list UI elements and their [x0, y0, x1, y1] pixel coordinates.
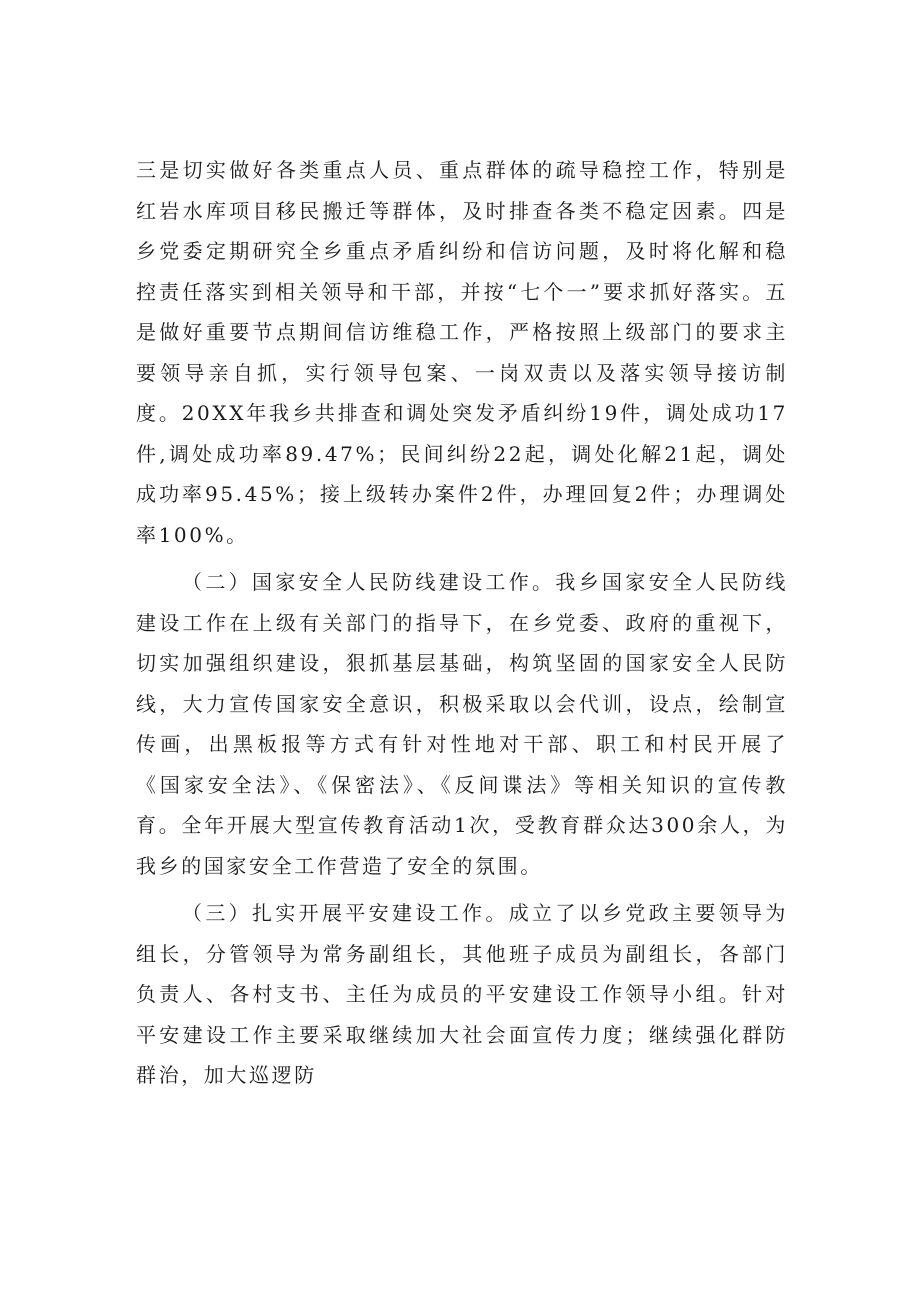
paragraph-gap — [136, 555, 788, 562]
document-body — [136, 150, 788, 1096]
paragraph-gap — [136, 886, 788, 893]
paragraph-safe-construction: （三）扎实开展平安建设工作。成立了以乡党政主要领导为组长，分管领导为常务副组长，其他班子成员为副组长，各部门负责人、各村支书、主任为成员的平安建设工作领导小组。针对平安建设工作主要采取继续加大社会面宣传力度；继续强化群防群治，加大巡逻防 — [136, 901, 788, 1087]
paragraph-stability-work: 三是切实做好各类重点人员、重点群体的疏导稳控工作，特别是红岩水库项目移民搬迁等群体，及时排查各类不稳定因素。四是乡党委定期研究全乡重点矛盾纠纷和信访问题，及时将化解和稳控责任落实到相关领导和干部，并按“七个一”要求抓好落实。五是做好重要节点期间信访维稳工作，严格按照上级部门的要求主要领导亲自抓，实行领导包案、一岗双责以及落实领导接访制度。20XX年我乡共排查和调处突发矛盾纠纷19件，调处成功17件,调处成功率89.47%；民间纠纷22起，调处化解21起，调处成功率95.45%；接上级转办案件2件，办理回复2件；办理调处率100%。 — [136, 158, 788, 547]
paragraph-national-security: （二）国家安全人民防线建设工作。我乡国家安全人民防线建设工作在上级有关部门的指导下，在乡党委、政府的重视下，切实加强组织建设，狠抓基层基础，构筑坚固的国家安全人民防线，大力宣传国家安全意识，积极采取以会代训，设点，绘制宣传画，出黑板报等方式有针对性地对干部、职工和村民开展了《国家安全法》、《保密法》、《反间谍法》等相关知识的宣传教育。全年开展大型宣传教育活动1次，受教育群众达300余人，为我乡的国家安全工作营造了安全的氛围。 — [136, 570, 788, 878]
